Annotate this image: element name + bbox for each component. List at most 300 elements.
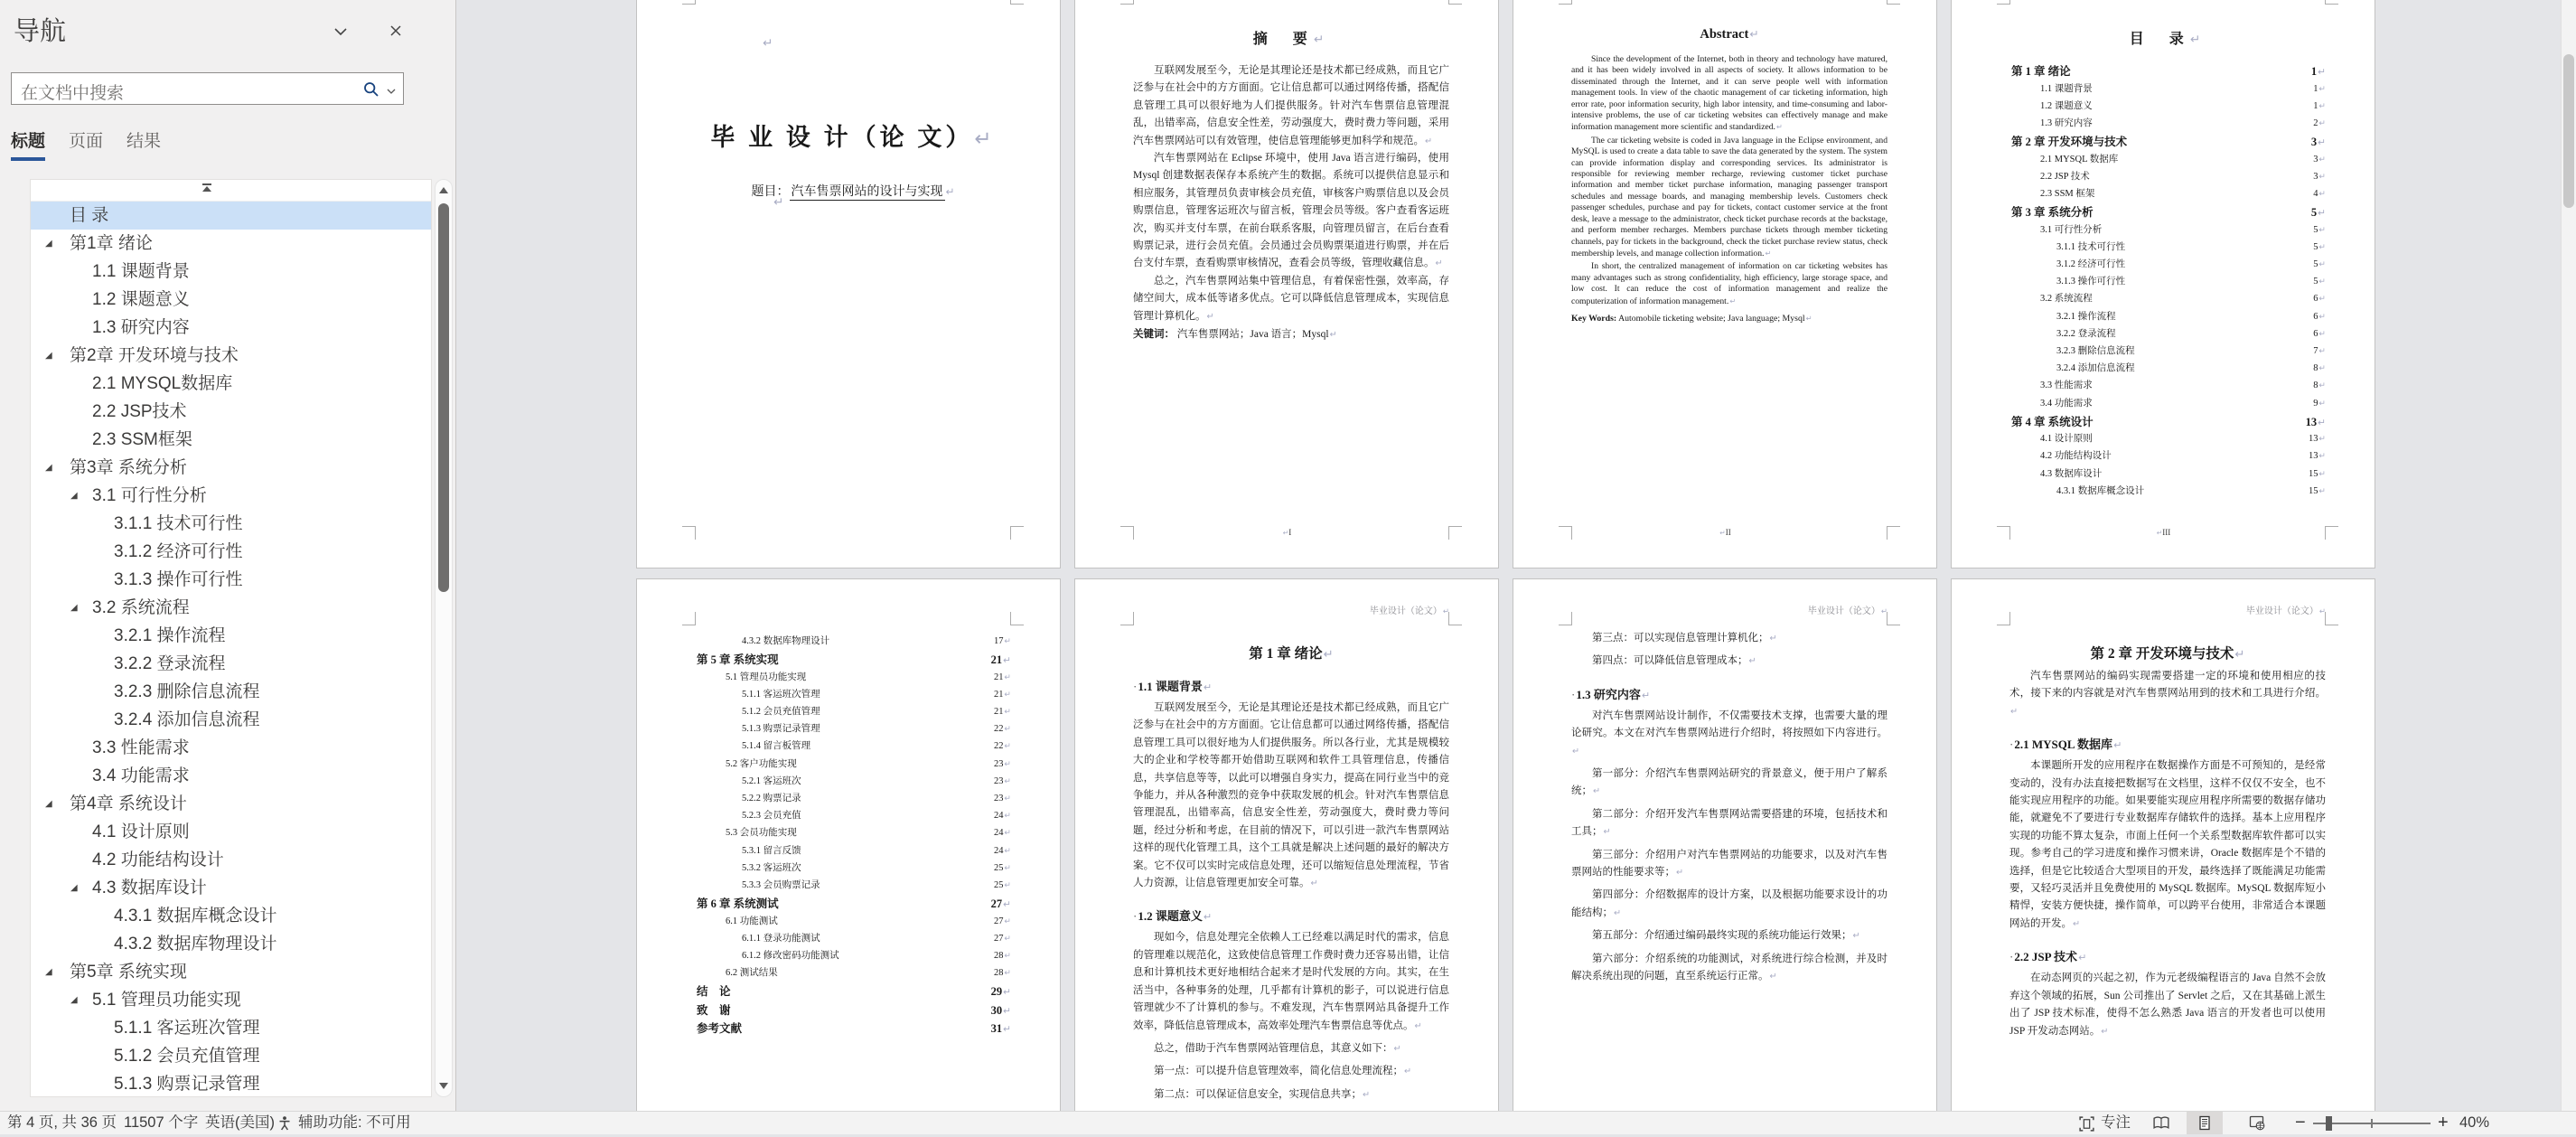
view-print-layout-button[interactable] <box>2187 1112 2223 1134</box>
margin-corner-mark <box>1559 0 1572 5</box>
body-paragraph: 汽车售票网站的编码实现需要搭建一定的环境和使用相应的技术，接下来的内容就是对汽车售票网站用到的技术和工具进行介绍。↵ <box>2009 671 2326 717</box>
nav-item-label: 4.3.1 数据库概念设计 <box>114 907 277 926</box>
paragraph-mark-icon: ↵ <box>1004 829 1011 839</box>
nav-list <box>30 179 432 1097</box>
toc-entry-page-number: 13 <box>2309 434 2318 445</box>
margin-corner-mark <box>1887 612 1900 625</box>
paragraph-mark-icon: ↵ <box>1004 863 1011 873</box>
paragraph-mark-icon: ↵ <box>2318 607 2326 616</box>
pane-close-icon[interactable] <box>386 21 406 45</box>
keywords-label: 关键词： <box>1133 329 1175 341</box>
nav-tree-item[interactable] <box>31 734 431 762</box>
paragraph-mark-icon: ↵ <box>1676 868 1684 879</box>
margin-corner-mark <box>2325 612 2338 625</box>
paragraph-mark-icon: ↵ <box>1004 794 1011 803</box>
toc-entry[interactable] <box>695 931 1011 948</box>
paragraph-mark-icon: ↵ <box>2318 486 2326 496</box>
page-header: 毕业设计（论文）↵ <box>1807 606 1888 616</box>
nav-item-label: 2.2 JSP技术 <box>92 402 187 421</box>
paragraph-mark-icon: ↵ <box>1769 972 1777 982</box>
toc-entry[interactable] <box>695 756 1011 774</box>
toc-entry[interactable] <box>2009 222 2326 240</box>
nav-tree-item[interactable] <box>31 790 431 818</box>
nav-item-label: 4.1 设计原则 <box>92 822 190 841</box>
paragraph-mark-icon: ↵ <box>2318 66 2326 78</box>
nav-item-label: 3.2 系统流程 <box>92 598 190 617</box>
margin-corner-mark <box>682 526 696 540</box>
paragraph-mark-icon: ↵ <box>2318 452 2326 462</box>
paragraph-mark-icon: ↵ <box>1310 879 1318 889</box>
toc-entry-page-number: 3 <box>2310 136 2318 149</box>
expand-collapse-icon[interactable]: ◢ <box>70 491 78 501</box>
paragraph-mark-icon: ↵ <box>1363 1089 1371 1100</box>
paragraph-mark-icon: ↵ <box>1003 898 1011 911</box>
toc-entry-text: 5.3.3 会员购票记录 <box>742 879 820 890</box>
nav-tabs <box>11 127 184 164</box>
margin-corner-mark <box>1559 612 1572 625</box>
toc-entry[interactable] <box>2009 99 2326 116</box>
toc-entry-page-number: 5 <box>2313 241 2318 252</box>
body-paragraph: 第一部分：介绍汽车售票网站研究的背景意义，便于用户了解系统；↵ <box>1571 768 1888 797</box>
body-paragraph: 第二点：可以保证信息安全，实现信息共享；↵ <box>1154 1088 1371 1100</box>
paragraph-mark-icon: ↵ <box>1749 28 1759 41</box>
toc-entry[interactable] <box>695 965 1011 982</box>
toc-entry[interactable] <box>2009 240 2326 257</box>
toc-entry-page-number: 3 <box>2313 154 2318 164</box>
margin-corner-mark <box>1120 0 1134 5</box>
page-number-text: I <box>1288 528 1292 537</box>
toc-entry[interactable] <box>695 895 1011 914</box>
body-paragraph: 第四部分：介绍数据库的设计方案，以及根据功能要求设计的功能结构；↵ <box>1571 889 1888 918</box>
search-input[interactable]: 在文档中搜索 <box>21 84 125 103</box>
paragraph-mark-icon: ↵ <box>2234 648 2245 662</box>
nav-tree-item[interactable] <box>31 258 431 286</box>
toc-entry-page-number: 24 <box>994 845 1004 856</box>
scroll-down-icon[interactable] <box>439 1083 448 1089</box>
paragraph-mark-icon: ↵ <box>2318 295 2326 305</box>
scroll-up-icon[interactable] <box>439 187 448 193</box>
toc-entry-text: 5.3.2 客运班次 <box>742 862 801 873</box>
toc-entry-text: 6.1 功能测试 <box>726 916 778 926</box>
margin-corner-mark <box>1010 0 1024 5</box>
paragraph-mark-icon: ↵ <box>2318 399 2326 409</box>
toc-entry[interactable] <box>695 878 1011 895</box>
pane-options-chevron-icon[interactable] <box>331 22 351 46</box>
toc-entry-page-number: 24 <box>994 828 1004 839</box>
nav-tree-item[interactable] <box>31 202 431 230</box>
margin-corner-mark <box>682 612 696 625</box>
toc-entry[interactable] <box>695 808 1011 825</box>
toc-entry[interactable] <box>2009 448 2326 465</box>
accessibility-status[interactable]: 辅助功能: 不可用 <box>298 1114 411 1131</box>
body-paragraph: 本课题所开发的应用程序在数据操作方面是不可预知的，是经常变动的，没有办法直接把数据写在文档里，这样不仅仅不安全，也不能实现应用程序的功能。如果要能实现应用程序所需要的数据存储功能，就避免不了要进行专业数据库存储软件的选择。基本上应用程序实现的功能不算太复杂，市面上任何一个关系型数据库软件都可以实现。参考自己的学习进度和操作习惯来讲，Oracle 数据库是个不错的选择，但是它比较适合大型项目的开发，最终选择了既能满足功能需要，又轻巧灵活并且免费使用的 MySQL 数据库。MySQL 数据库短小精悍，安装方便快捷，操作简单，可以跨平台使用，非常适合本课题网站的开发。↵ <box>2009 760 2326 929</box>
nav-tree-item[interactable] <box>31 986 431 1014</box>
paragraph-mark-icon: ↵ <box>1004 812 1011 822</box>
toc-entry[interactable] <box>2009 396 2326 413</box>
page-header: 毕业设计（论文）↵ <box>1369 606 1449 616</box>
paragraph-mark-icon: ↵ <box>1641 689 1651 701</box>
toc-entry[interactable] <box>695 843 1011 860</box>
body-paragraph: 总之，汽车售票网站集中管理信息，有着保密性强，效率高，存储空间大，成本低等诸多优点。它可以降低信息管理成本，实现信息管理计算机化。↵ <box>1133 275 1449 322</box>
paragraph-mark-icon: ↵ <box>1004 969 1011 979</box>
nav-item-label: 5.1 管理员功能实现 <box>92 991 241 1010</box>
document-page[interactable] <box>1513 0 1936 568</box>
toc-entry[interactable] <box>695 774 1011 791</box>
expand-collapse-icon[interactable]: ◢ <box>70 995 78 1005</box>
toc-entry-text: 1.1 课题背景 <box>2040 83 2093 94</box>
toc-entry-text: 5.1 管理员功能实现 <box>726 672 807 682</box>
paragraph-mark-icon: ↵ <box>1729 296 1737 305</box>
paragraph-mark-icon: ↵ <box>2318 416 2326 428</box>
toc-entry[interactable] <box>2009 309 2326 326</box>
paragraph-mark-icon: ↵ <box>1206 311 1214 322</box>
expand-collapse-icon[interactable]: ◢ <box>45 799 52 809</box>
toc-entry[interactable] <box>2009 484 2326 501</box>
toc-entry-text: 5.1.3 购票记录管理 <box>742 724 820 735</box>
nav-tree-item[interactable] <box>31 342 431 370</box>
paragraph-mark-icon: ↵ <box>1435 258 1443 269</box>
body-paragraph: 第五部分：介绍通过编码最终实现的系统功能运行效果；↵ <box>1592 930 1860 942</box>
nav-tree-item[interactable] <box>31 482 431 510</box>
margin-corner-mark <box>1887 0 1900 5</box>
nav-tree-item[interactable] <box>31 230 431 258</box>
nav-tab-pages[interactable]: 页面 <box>69 132 104 151</box>
keywords-line <box>1571 314 1888 324</box>
nav-item-label: 3.2.2 登录流程 <box>114 654 226 673</box>
page-indicator[interactable]: 第 4 页, 共 36 页 <box>7 1114 117 1131</box>
toc-entry-page-number: 28 <box>994 968 1004 979</box>
toc-entry-text: 1.2 课题意义 <box>2040 100 2093 111</box>
nav-tree-item[interactable] <box>31 314 431 342</box>
paragraph-mark-icon: ↵ <box>2113 739 2122 752</box>
margin-corner-mark <box>1997 612 2010 625</box>
paragraph-mark-icon: ↵ <box>1003 1023 1011 1036</box>
toc-entry-page-number: 9 <box>2313 398 2318 409</box>
toc-entry[interactable] <box>695 634 1011 651</box>
page-number-footer <box>1513 528 1936 537</box>
toc-entry-text: 3.2.1 操作流程 <box>2056 311 2116 322</box>
paragraph-mark-icon: ↵ <box>1004 742 1011 752</box>
toc-entry-page-number: 6 <box>2313 328 2318 339</box>
toc-entry[interactable] <box>2009 274 2326 291</box>
nav-tree-item[interactable] <box>31 454 431 482</box>
search-options-chevron-icon[interactable] <box>386 85 397 101</box>
page-content <box>2009 4 2326 527</box>
nav-tree-item[interactable] <box>31 958 431 986</box>
paragraph-mark-icon: ↵ <box>773 195 784 210</box>
nav-tree-item[interactable] <box>31 902 431 930</box>
nav-tree-item[interactable] <box>31 566 431 594</box>
document-page[interactable] <box>1952 579 2375 1111</box>
toc-entry-page-number: 27 <box>990 897 1003 911</box>
toc-entry[interactable] <box>2009 326 2326 343</box>
focus-button[interactable]: 专注 <box>2101 1114 2131 1131</box>
toc-entry-page-number: 4 <box>2313 188 2318 199</box>
nav-item-label: 3.1.2 经济可行性 <box>114 542 243 561</box>
view-read-mode-button[interactable] <box>2143 1112 2179 1134</box>
nav-item-label: 3.1 可行性分析 <box>92 486 207 505</box>
keywords-label: Key Words: <box>1571 313 1617 324</box>
paragraph-mark-icon: ↵ <box>2073 918 2081 929</box>
paragraph-mark-icon: ↵ <box>1414 1020 1422 1031</box>
nav-tree-item[interactable] <box>31 650 431 678</box>
paragraph-mark-icon: ↵ <box>2318 364 2326 374</box>
zoom-slider-thumb[interactable] <box>2326 1116 2332 1131</box>
nav-item-label: 第1章 绪论 <box>70 234 153 253</box>
toc-entry-page-number: 1 <box>2313 83 2318 94</box>
toc-entry-page-number: 1 <box>2310 65 2318 78</box>
page-content <box>1571 4 1888 527</box>
toc-entry-page-number: 22 <box>994 741 1004 752</box>
search-box[interactable] <box>11 72 404 105</box>
zoom-slider-center-tick <box>2371 1119 2373 1128</box>
nav-scrollbar-thumb[interactable] <box>438 203 449 592</box>
section-heading: · 1.3 研究内容↵ <box>1571 685 1888 702</box>
zoom-in-button[interactable]: + <box>2438 1113 2449 1132</box>
toc-entry-text: 5.2.1 客运班次 <box>742 775 801 786</box>
toc-entry[interactable] <box>695 1001 1011 1020</box>
nav-scrollbar[interactable] <box>435 179 453 1097</box>
nav-item-label: 4.3.2 数据库物理设计 <box>114 935 277 954</box>
paragraph-mark-icon: ↵ <box>1003 654 1011 667</box>
nav-tab-results[interactable]: 结果 <box>126 132 162 151</box>
language-indicator[interactable]: 英语(美国) <box>205 1114 275 1131</box>
margin-corner-mark <box>1010 526 1024 540</box>
document-page[interactable] <box>1952 0 2375 568</box>
nav-tree-item[interactable] <box>31 818 431 846</box>
zoom-level[interactable]: 40% <box>2459 1114 2490 1131</box>
nav-tree-item[interactable] <box>31 846 431 874</box>
toc-entry[interactable] <box>695 738 1011 756</box>
toc-entry[interactable] <box>2009 116 2326 133</box>
page-content <box>2009 625 2326 1111</box>
expand-collapse-icon[interactable]: ◢ <box>45 463 52 473</box>
toc-entry-page-number: 5 <box>2313 277 2318 287</box>
toc-entry[interactable] <box>2009 81 2326 99</box>
toc-entry[interactable] <box>695 982 1011 1001</box>
document-scrollbar[interactable] <box>2561 0 2576 1111</box>
paragraph-mark-icon: ↵ <box>1004 672 1011 682</box>
toc-entry[interactable] <box>695 670 1011 687</box>
paragraph-mark-icon: ↵ <box>2101 1026 2109 1037</box>
toc-entry[interactable] <box>695 721 1011 738</box>
paragraph-mark-icon: ↵ <box>2318 329 2326 339</box>
accessibility-icon <box>276 1115 293 1136</box>
nav-tree-item[interactable] <box>31 762 431 790</box>
nav-tree-item[interactable] <box>31 538 431 566</box>
zoom-out-button[interactable]: − <box>2295 1113 2306 1132</box>
page-number-footer <box>1952 528 2375 537</box>
body-paragraph: Since the development of the Internet, both in theory and technology have matured, and it has been widely involved in all aspects of society. It allows information to be disseminated through the Internet, and it can serve people well with information management tools. In view of the chaotic management of car ticketing information, high error rate, poor information security, high labor intensity, and time-consuming and labor-intensive problems, the use of car ticketing websites can effectively manage and make information management more scientific and standardized.↵ <box>1571 54 1888 133</box>
toc-entry[interactable] <box>2009 378 2326 395</box>
toc-entry-page-number: 8 <box>2313 381 2318 391</box>
expand-collapse-icon[interactable]: ◢ <box>70 603 78 613</box>
toc-entry-text: 致 谢 <box>697 1003 731 1017</box>
toc-entry[interactable] <box>2009 186 2326 203</box>
nav-tree-item[interactable] <box>31 678 431 706</box>
paragraph-mark-icon: ↵ <box>1004 776 1011 786</box>
toc-list <box>2009 62 2326 501</box>
paragraph-mark-icon: ↵ <box>1852 931 1860 942</box>
toc-entry[interactable] <box>695 948 1011 965</box>
document-page[interactable] <box>1075 0 1498 568</box>
toc-entry[interactable] <box>2009 133 2326 152</box>
nav-tab-headings[interactable]: 标题 <box>11 127 45 161</box>
body-paragraph: 对汽车售票网站设计制作，不仅需要技术支撑，也需要大量的理论研究。本文在对汽车售票网站进行介绍时，将按照如下内容进行。↵ <box>1571 709 1888 756</box>
expand-collapse-icon[interactable]: ◢ <box>45 967 52 977</box>
toc-entry[interactable] <box>2009 169 2326 186</box>
nav-tree-item[interactable] <box>31 594 431 622</box>
nav-item-label: 1.2 课题意义 <box>92 290 190 309</box>
toc-entry-page-number: 21 <box>990 653 1003 667</box>
status-bar <box>0 1111 2576 1134</box>
expand-collapse-icon[interactable]: ◢ <box>45 351 52 361</box>
paragraph-mark-icon: ↵ <box>1004 952 1011 961</box>
toc-entry-page-number: 30 <box>990 1003 1003 1017</box>
toc-entry-page-number: 5 <box>2313 224 2318 235</box>
nav-tree-item[interactable] <box>31 286 431 314</box>
paragraph-mark-icon: ↵ <box>1323 648 1334 662</box>
toc-entry-text: 1.3 研究内容 <box>2040 117 2093 128</box>
nav-tree-item[interactable] <box>31 1042 431 1070</box>
toc-entry[interactable] <box>2009 203 2326 222</box>
toc-entry[interactable] <box>695 651 1011 670</box>
nav-item-label: 3.2.4 添加信息流程 <box>114 710 260 729</box>
paragraph-mark-icon: ↵ <box>1004 759 1011 769</box>
section-title: Abstract↵ <box>1700 27 1759 42</box>
chapter-title: 第 1 章 绪论↵ <box>1249 646 1334 662</box>
paragraph-mark-icon: ↵ <box>1004 880 1011 890</box>
document-page[interactable] <box>637 579 1060 1111</box>
paragraph-mark-icon: ↵ <box>1765 248 1772 258</box>
margin-corner-mark <box>1010 612 1024 625</box>
body-paragraph: 第六部分：介绍系统的功能测试，对系统进行综合检测，并及时解决系统出现的问题，直至系统运行正常。↵ <box>1571 953 1888 982</box>
nav-tree-item[interactable] <box>31 398 431 426</box>
paragraph-mark-icon: ↵ <box>1004 846 1011 856</box>
toc-entry-text: 4.1 设计原则 <box>2040 434 2093 445</box>
toc-entry[interactable] <box>695 825 1011 842</box>
search-icon[interactable] <box>362 80 380 103</box>
expand-collapse-icon[interactable]: ◢ <box>45 239 52 249</box>
document-canvas <box>456 0 2576 1111</box>
toc-entry[interactable] <box>2009 466 2326 484</box>
toc-entry-text: 第 3 章 系统分析 <box>2011 206 2094 220</box>
toc-entry[interactable] <box>2009 62 2326 81</box>
word-count[interactable]: 11507 个字 <box>124 1114 199 1131</box>
paragraph-mark-icon: ↵ <box>2318 225 2326 235</box>
toc-entry[interactable] <box>695 860 1011 878</box>
document-page[interactable] <box>637 0 1060 568</box>
document-page[interactable] <box>1075 579 1498 1111</box>
margin-corner-mark <box>1997 0 2010 5</box>
nav-item-label: 3.2.3 删除信息流程 <box>114 682 260 701</box>
nav-item-label: 第5章 系统实现 <box>70 963 187 982</box>
toc-entry[interactable] <box>2009 152 2326 169</box>
paragraph-mark-icon: ↵ <box>2318 118 2326 128</box>
thesis-subtitle <box>695 182 1011 200</box>
paragraph-mark-icon: ↵ <box>2156 529 2163 537</box>
paragraph-mark-icon: ↵ <box>2318 469 2326 479</box>
nav-item-label: 2.1 MYSQL数据库 <box>92 374 233 393</box>
toc-entry[interactable] <box>2009 361 2326 378</box>
toc-entry-text: 5.3.1 留言反馈 <box>742 845 801 856</box>
toc-entry-page-number: 2 <box>2313 117 2318 128</box>
nav-tree-item[interactable] <box>31 1014 431 1042</box>
nav-item-label: 1.3 研究内容 <box>92 318 190 337</box>
toc-entry[interactable] <box>2009 343 2326 361</box>
paragraph-mark-icon: ↵ <box>1003 1004 1011 1017</box>
paragraph-mark-icon: ↵ <box>1880 607 1888 616</box>
expand-collapse-icon[interactable]: ◢ <box>70 883 78 893</box>
toc-entry-text: 3.1.2 经济可行性 <box>2056 259 2126 269</box>
nav-tree-item[interactable] <box>31 874 431 902</box>
page-number-text: III <box>2162 528 2171 537</box>
document-scrollbar-thumb[interactable] <box>2563 54 2574 208</box>
toc-entry-text: 4.2 功能结构设计 <box>2040 451 2112 462</box>
toc-entry[interactable] <box>2009 291 2326 308</box>
nav-tree-item[interactable] <box>31 706 431 734</box>
toc-entry[interactable] <box>695 704 1011 721</box>
paragraph-mark-icon: ↵ <box>1393 1043 1401 1054</box>
toc-entry-text: 5.1.4 留言板管理 <box>742 741 811 752</box>
nav-tree-item[interactable] <box>31 510 431 538</box>
view-web-layout-button[interactable] <box>2239 1112 2275 1134</box>
paragraph-mark-icon: ↵ <box>1719 529 1726 537</box>
toc-entry-page-number: 17 <box>994 636 1004 646</box>
toc-entry-text: 3.1.1 技术可行性 <box>2056 241 2126 252</box>
paragraph-mark-icon: ↵ <box>2318 260 2326 269</box>
toc-entry-page-number: 5 <box>2310 206 2318 220</box>
nav-tree-item[interactable] <box>31 622 431 650</box>
paragraph-mark-icon: ↵ <box>2318 172 2326 182</box>
toc-entry[interactable] <box>695 687 1011 704</box>
body-paragraph: 总之，借助于汽车售票网站管理信息，其意义如下：↵ <box>1154 1042 1401 1054</box>
nav-item-label: 1.1 课题背景 <box>92 262 190 281</box>
toc-entry-text: 3.4 功能需求 <box>2040 398 2093 409</box>
document-page[interactable] <box>1513 579 1936 1111</box>
paragraph-mark-icon: ↵ <box>1748 656 1756 667</box>
paragraph-mark-icon: ↵ <box>1203 911 1213 924</box>
margin-corner-mark <box>682 0 696 5</box>
page-number-text: II <box>1725 528 1731 537</box>
nav-item-label: 3.2.1 操作流程 <box>114 626 226 645</box>
toc-entry-page-number: 7 <box>2313 345 2318 356</box>
toc-entry-page-number: 15 <box>2309 468 2318 479</box>
toc-entry[interactable] <box>695 1020 1011 1038</box>
nav-tree-item[interactable] <box>31 370 431 398</box>
paragraph-mark-icon: ↵ <box>1425 136 1433 146</box>
toc-entry[interactable] <box>2009 413 2326 432</box>
paragraph-mark-icon: ↵ <box>2318 136 2326 149</box>
body-paragraph: 互联网发展至今，无论是其理论还是技术都已经成熟，而且它广泛参与在社会中的方方面面。它让信息都可以通过网络传播，搭配信息管理工具可以很好地为人们提供服务。所以各行业，尤其是规模较大的企业和学校等都开始借助互联网和软件工具管理信息，传播信息，共享信息等等，以此可以增强自身实力，提高在同行业当中的竞争能力，并从各种激烈的竞争中获取发展的机会。针对汽车售票信息管理混乱，出错率高，信息安全性差，劳动强度大，费时费力等问题，经过分析和考虑，在目前的情况下，可以引进一款汽车售票网站这样的现代化管理工具，这个工具就是解决上述问题的最好的解决方案。它不仅可以实时完成信息处理，还可以缩短信息处理流程，节省人力资源，让信息管理更加安全可靠。↵ <box>1133 702 1449 889</box>
toc-entry[interactable] <box>2009 257 2326 274</box>
chapter-title: 第 2 章 开发环境与技术↵ <box>2090 646 2245 662</box>
paragraph-mark-icon: ↵ <box>2318 381 2326 391</box>
paragraph-mark-icon: ↵ <box>763 36 773 51</box>
nav-tree-item[interactable] <box>31 1070 431 1097</box>
nav-tree-item[interactable] <box>31 426 431 454</box>
list-top-marker[interactable] <box>31 180 431 202</box>
page-content <box>1133 625 1449 1111</box>
body-paragraph: 在动态网页的兴起之初，作为元老级编程语言的 Java 自然不会放弃这个领域的拓展，Sun 公司推出了 Servlet 之后，又在其基础上派生出了 JSP 技术标准，使得不怎么熟悉 Java 语言的开发者也可以使用 JSP 开发动态网站。↵ <box>2009 973 2326 1037</box>
toc-entry-text: 4.3.1 数据库概念设计 <box>2056 485 2145 496</box>
toc-entry-page-number: 1 <box>2313 100 2318 111</box>
toc-entry[interactable] <box>2009 431 2326 448</box>
toc-entry-text: 2.2 JSP 技术 <box>2040 171 2090 182</box>
toc-entry[interactable] <box>695 791 1011 808</box>
nav-tree-item[interactable] <box>31 930 431 958</box>
toc-entry[interactable] <box>695 914 1011 931</box>
